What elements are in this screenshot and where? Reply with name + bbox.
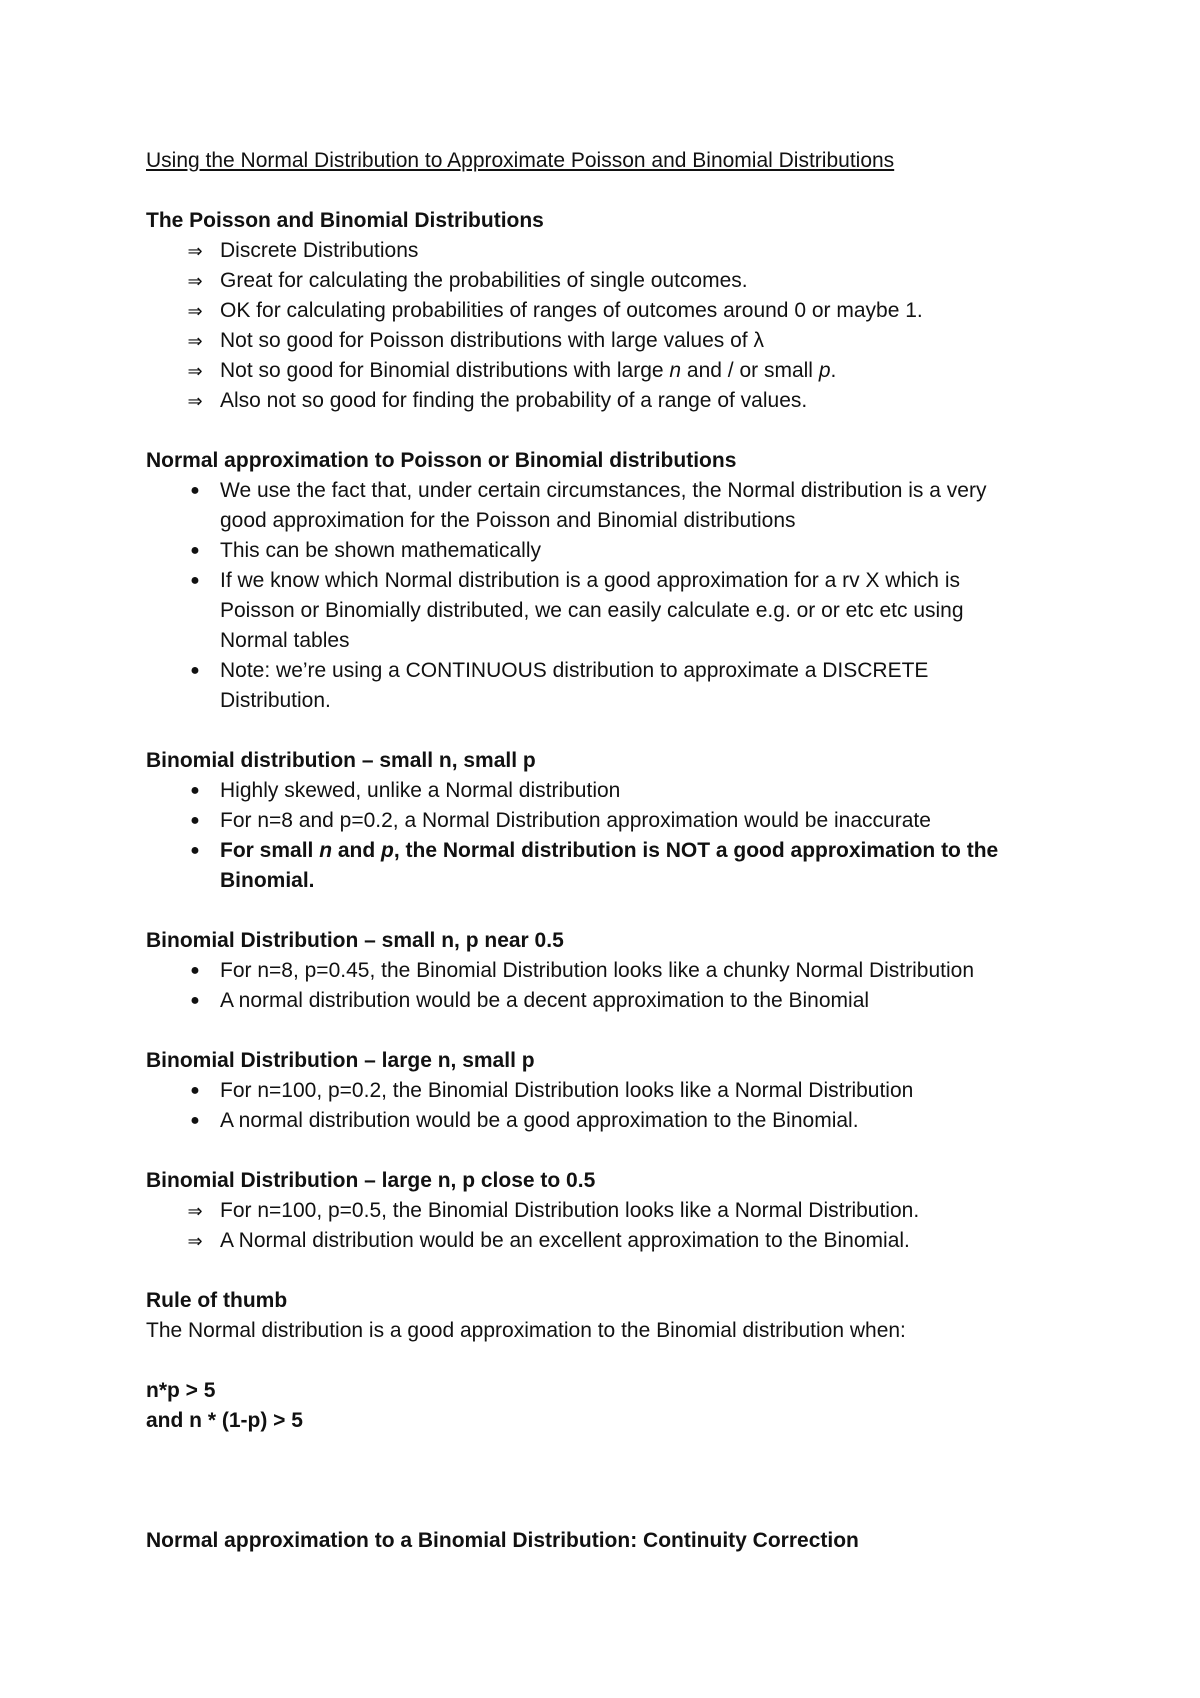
section-heading-large-n-p-half: Binomial Distribution – large n, p close to 0.5 [146,1169,596,1192]
arrow-icon: ⇒ [187,1231,203,1251]
arrow-icon: ⇒ [187,331,203,351]
document-title: Using the Normal Distribution to Approximate Poisson and Binomial Distributions [146,149,895,172]
arrow-icon: ⇒ [187,301,203,321]
section-heading-continuity-correction: Normal approximation to a Binomial Distribution: Continuity Correction [146,1529,859,1552]
section-heading-small-n-p-half: Binomial Distribution – small n, p near 0.5 [146,929,564,952]
bullet-icon: ● [190,572,200,589]
rule-text: The Normal distribution is a good approximation to the Binomial distribution when: [146,1319,906,1342]
bullet-icon: ● [190,812,200,829]
rule-condition-1: n*p > 5 [146,1379,216,1402]
section-heading-rule-of-thumb: Rule of thumb [146,1289,288,1312]
arrow-icon: ⇒ [187,391,203,411]
bullet-icon: ● [190,1082,200,1099]
document-page: Using the Normal Distribution to Approximate Poisson and Binomial Distributions The Poisson and Binomial Distributions ⇒ Discrete Distributions ⇒ Great for calculating the probabilities of single outcomes. ⇒ OK for calculating probabilities of ranges of outcomes around 0 or maybe 1. ⇒ Not so good for Poisson distributions with large values of λ ⇒ Not so good for Binomial distributions with large n and / or small p. ⇒ Also not so good for finding the probability of a range of values. Normal approximation to Poisson or Binomial distributions ● We use the fact that, under certain circumstances, the Normal distribution is a very good approximation for the Poisson and Binomial distributions ● This can be shown mathematically ● If we know which Normal distribution is a good approximation for a rv X which is Poisson or Binomially distributed, we can easily calculate e.g. or or etc etc using Normal tables ● Note: we’re using a CONTINUOUS distribution to approximate a DISCRETE Distribution. Binomial distribution – small n, small p ● Highly skewed, unlike a Normal distribution ● For n=8 and p=0.2, a Normal Distribution approximation would be inaccurate ● For small n and p, the Normal distribution is NOT a good approximation to the Binomial. Binomial Distribution – small n, p near 0.5 ● For n=8, p=0.45, the Binomial Distribution looks like a chunky Normal Distribution ● A normal distribution would be a decent approximation to the Binomial Binomial Distribution – large n, small p ● For n=100, p=0.2, the Binomial Distribution looks like a Normal Distribution ● A normal distribution would be a good approximation to the Binomial. Binomial Distribution – large n, p close to 0.5 ⇒ For n=100, p=0.5, the Binomial Distribution looks like a Normal Distribution. ⇒ A Normal distribution would be an excellent approximation to the Binomial. Rule of thumb The Normal distribution is a good approximation to the Binomial distribution when: n*p > 5 and n * (1-p) > 5 Normal approximation to a Binomial Distribution: Continuity Correction [0,0,1200,1698]
arrow-icon: ⇒ [187,271,203,291]
arrow-icon: ⇒ [187,361,203,381]
section-heading-poisson-binomial: The Poisson and Binomial Distributions [146,209,544,232]
bullet-icon: ● [190,782,200,799]
section-heading-normal-approximation: Normal approximation to Poisson or Binomial distributions [146,449,737,472]
bullet-icon: ● [190,482,200,499]
bullet-icon: ● [190,962,200,979]
arrow-icon: ⇒ [187,1201,203,1221]
bullet-icon: ● [190,992,200,1009]
section-heading-small-n-small-p: Binomial distribution – small n, small p [146,749,536,772]
bullet-icon: ● [190,1112,200,1129]
bullet-icon: ● [190,542,200,559]
bullet-icon: ● [190,842,200,859]
arrow-icon: ⇒ [187,241,203,261]
section-heading-large-n-small-p: Binomial Distribution – large n, small p [146,1049,535,1072]
rule-condition-2: and n * (1-p) > 5 [146,1409,303,1432]
bullet-icon: ● [190,662,200,679]
